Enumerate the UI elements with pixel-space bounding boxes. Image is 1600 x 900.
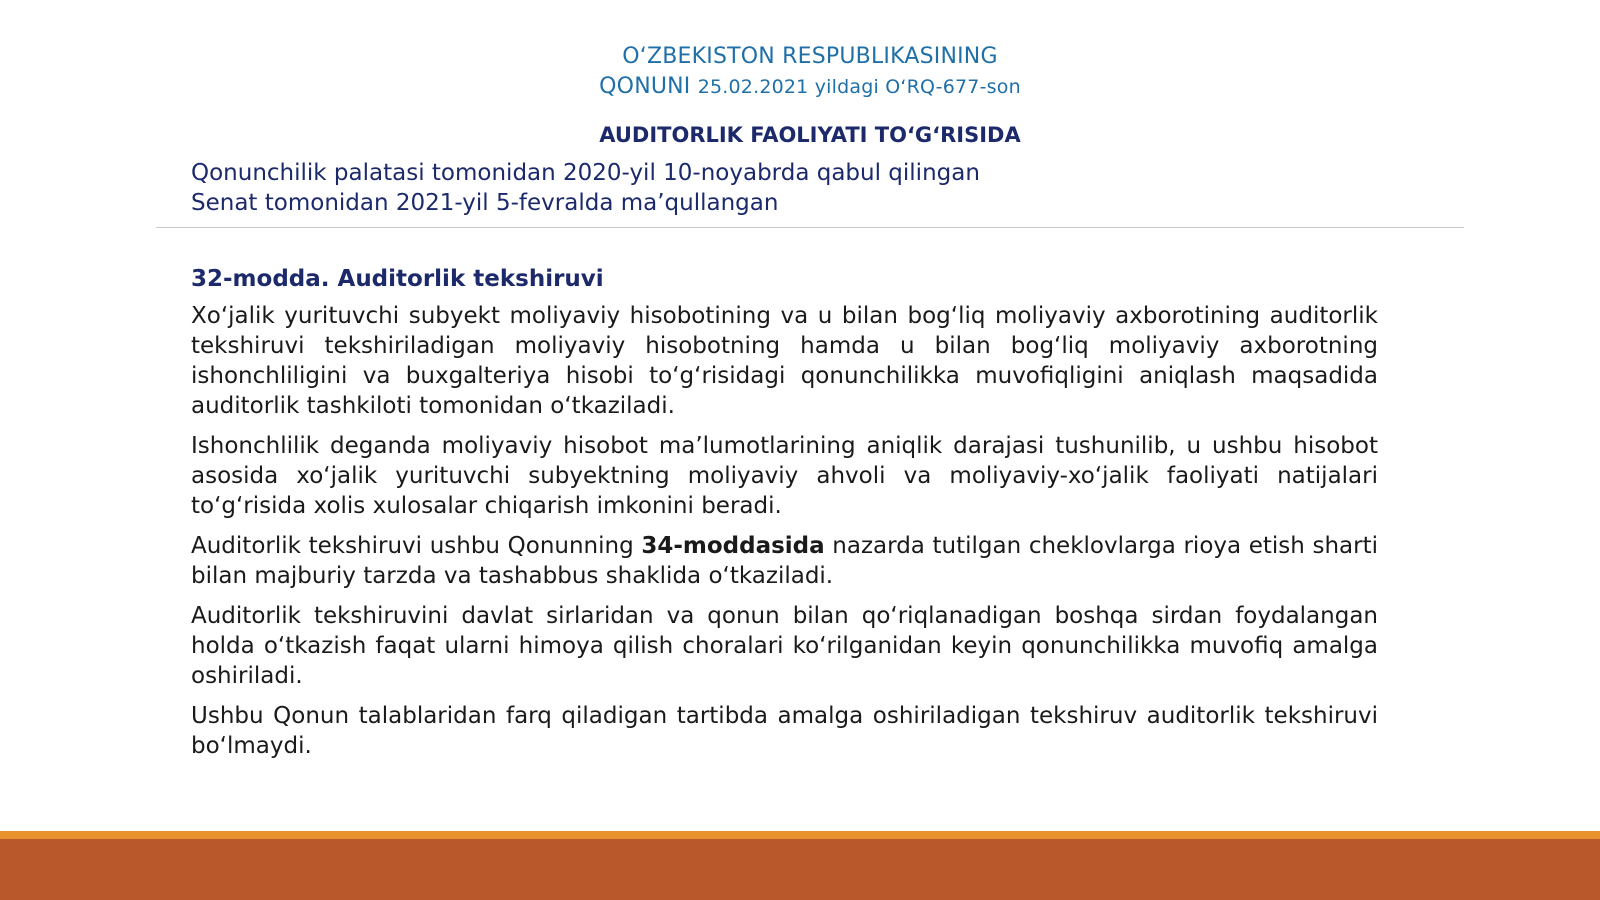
paragraph-3-text-after: nazarda tutilgan cheklovlarga rioya etish sharti bilan majburiy tarzda va tashabbus shaklida o‘tkaziladi. xyxy=(191,533,1379,589)
law-header xyxy=(0,42,1600,102)
adoption-line-1: Qonunchilik palatasi tomonidan 2020-yil 10-noyabrda qabul qilingan xyxy=(191,160,980,186)
header-line-2 xyxy=(0,72,1600,102)
footer-band xyxy=(0,839,1600,900)
article-paragraph-2: Ishonchlilik deganda moliyaviy hisobot ma’lumotlarining aniqlik darajasi tushunilib, u ushbu hisobot asosida xo‘jalik yurituvchi subyektning moliyaviy ahvoli va moliyaviy-xo‘jalik faoliyati natijalari to‘g‘risida xolis xulosalar chiqarish imkonini beradi. xyxy=(191,433,1378,519)
header-date-number: 25.02.2021 yildagi O‘RQ-677-son xyxy=(697,76,1021,98)
article-34-reference: 34-moddasida xyxy=(641,533,825,559)
paragraph-3-text-before: Auditorlik tekshiruvi ushbu Qonunning xyxy=(191,533,642,559)
article-paragraph-5: Ushbu Qonun talablaridan farq qiladigan tartibda amalga oshiriladigan tekshiruv auditorlik tekshiruvi bo‘lmaydi. xyxy=(191,703,1378,759)
adoption-info xyxy=(191,158,980,218)
article-paragraph-1: Xo‘jalik yurituvchi subyekt moliyaviy hisobotining va u bilan bog‘liq moliyaviy axborotining auditorlik tekshiruvi tekshiriladigan moliyaviy hisobotning hamda u bilan bog‘liq moliyaviy axborotning ishonchliligini va buxgalteriya hisobi to‘g‘risidagi qonunchilikka muvofiqligini aniqlash maqsadida auditorlik tashkiloti tomonidan o‘tkaziladi. xyxy=(191,303,1378,419)
article-title: 32-modda. Auditorlik tekshiruvi xyxy=(191,266,604,292)
divider xyxy=(156,227,1464,228)
article-paragraph-3 xyxy=(191,531,1378,591)
header-line-1: O‘ZBEKISTON RESPUBLIKASINING xyxy=(622,44,998,69)
article-body xyxy=(191,264,1378,771)
adoption-line-2: Senat tomonidan 2021-yil 5-fevralda ma’qullangan xyxy=(191,190,779,216)
article-paragraph-4: Auditorlik tekshiruvini davlat sirlaridan va qonun bilan qo‘riqlanadigan boshqa sirdan foydalangan holda o‘tkazish faqat ularni himoya qilish choralari ko‘rilganidan keyin qonunchilikka muvofiq amalga oshiriladi. xyxy=(191,603,1378,689)
law-title: AUDITORLIK FAOLIYATI TO‘G‘RISIDA xyxy=(599,123,1021,147)
footer-accent-stripe xyxy=(0,831,1600,839)
header-qonuni: QONUNI xyxy=(599,74,698,99)
